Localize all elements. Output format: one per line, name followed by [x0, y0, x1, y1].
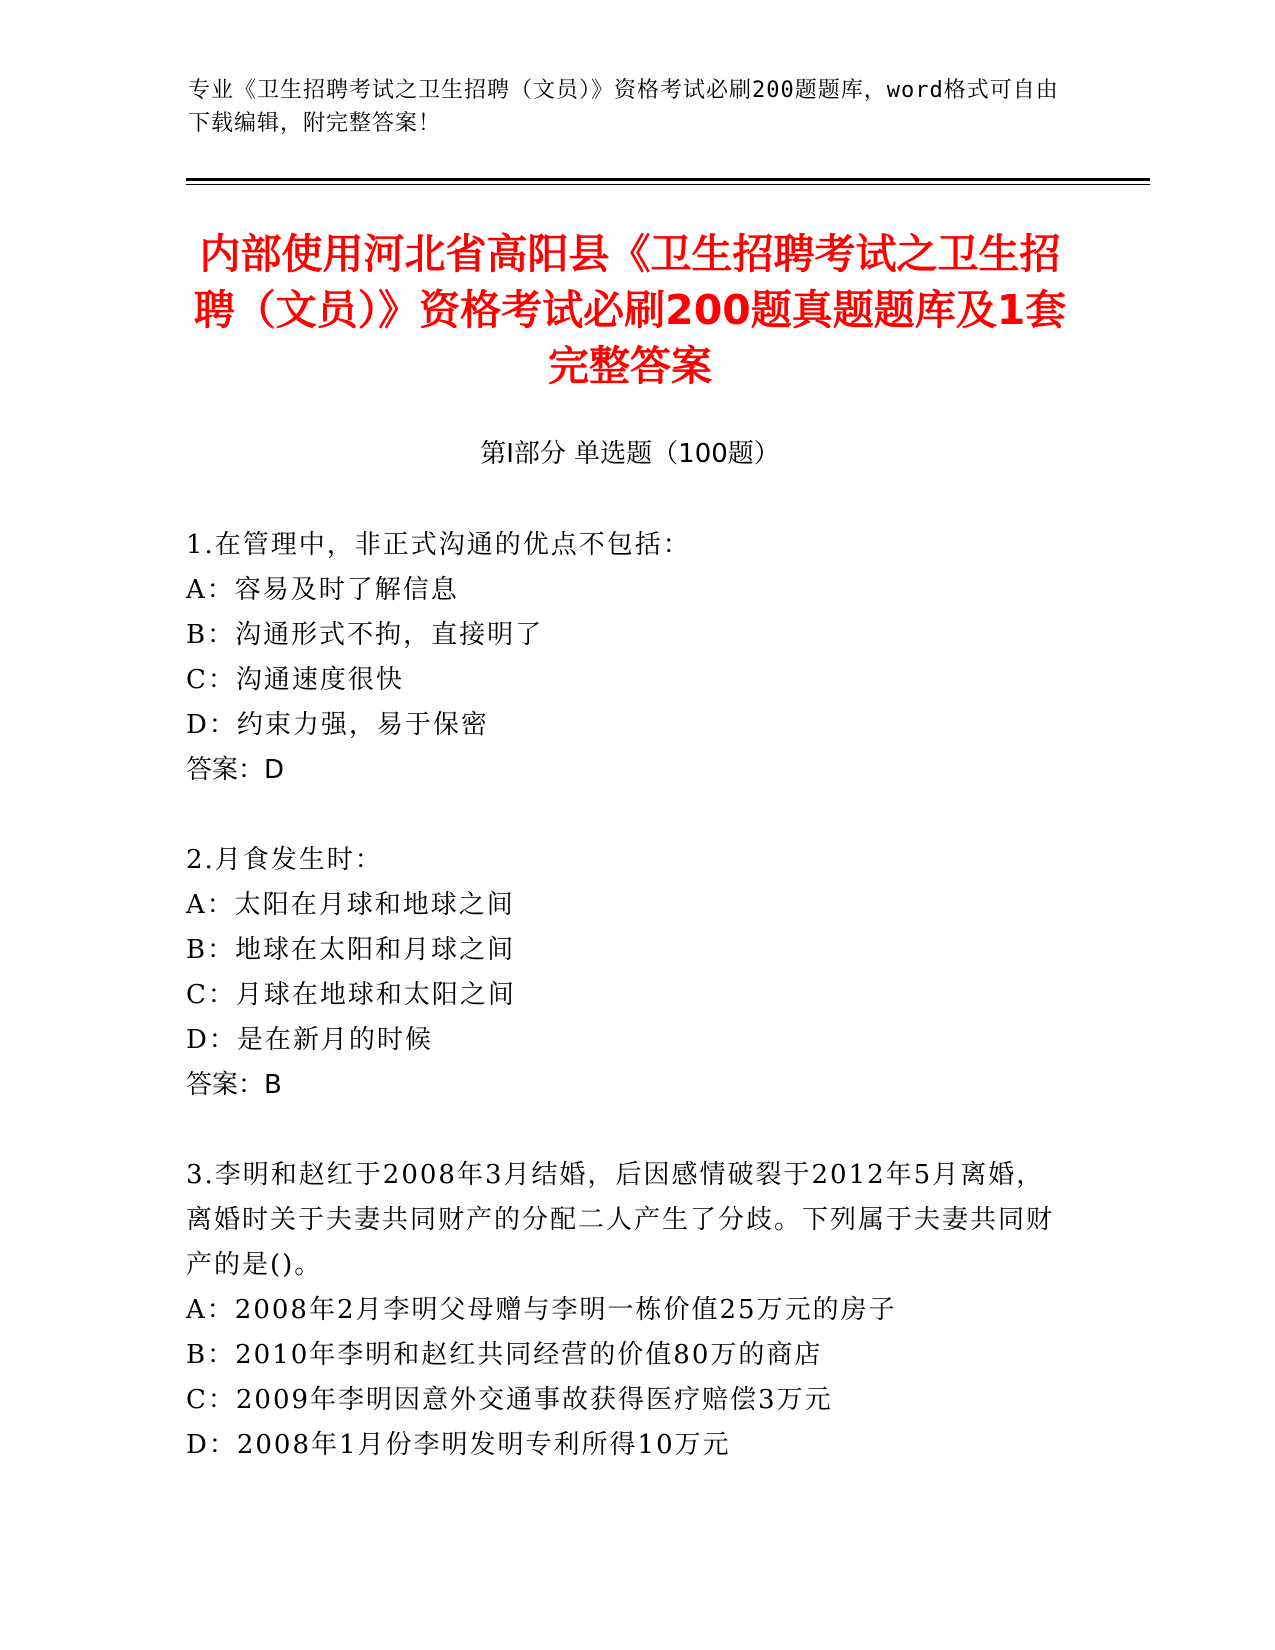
question-list [186, 523, 1066, 1513]
header-divider-thin [186, 184, 1150, 185]
option-c: C：月球在地球和太阳之间 [186, 980, 516, 1010]
answer: 答案：D [186, 755, 285, 785]
answer: 答案：B [186, 1070, 282, 1100]
question-1 [186, 523, 1066, 793]
option-c: C：沟通速度很快 [186, 665, 404, 695]
option-d: D：约束力强，易于保密 [186, 710, 489, 740]
question-stem: 1.在管理中，非正式沟通的优点不包括： [186, 530, 691, 560]
question-2 [186, 838, 1066, 1108]
section-title: 第Ⅰ部分 单选题（100题） [480, 439, 780, 469]
option-a: A：2008年2月李明父母赠与李明一栋价值25万元的房子 [186, 1295, 897, 1325]
question-stem: 2.月食发生时： [186, 845, 383, 875]
option-c: C：2009年李明因意外交通事故获得医疗赔偿3万元 [186, 1385, 833, 1415]
header-note: 专业《卫生招聘考试之卫生招聘（文员）》资格考试必刷200题题库，word格式可自由下载编辑，附完整答案！ [188, 78, 1059, 136]
option-b: B：2010年李明和赵红共同经营的价值80万的商店 [186, 1340, 823, 1370]
option-b: B：地球在太阳和月球之间 [186, 935, 516, 965]
option-d: D：2008年1月份李明发明专利所得10万元 [186, 1430, 731, 1460]
option-d: D：是在新月的时候 [186, 1025, 433, 1055]
document-title: 内部使用河北省高阳县《卫生招聘考试之卫生招聘（文员）》资格考试必刷200题真题题库及1套完整答案 [193, 230, 1067, 390]
option-a: A：容易及时了解信息 [186, 575, 459, 605]
option-b: B：沟通形式不拘，直接明了 [186, 620, 544, 650]
question-stem: 3.李明和赵红于2008年3月结婚，后因感情破裂于2012年5月离婚，离婚时关于夫妻共同财产的分配二人产生了分歧。下列属于夫妻共同财产的是()。 [186, 1160, 1055, 1280]
header-divider-thick [186, 178, 1150, 181]
question-3 [186, 1153, 1066, 1468]
option-a: A：太阳在月球和地球之间 [186, 890, 515, 920]
